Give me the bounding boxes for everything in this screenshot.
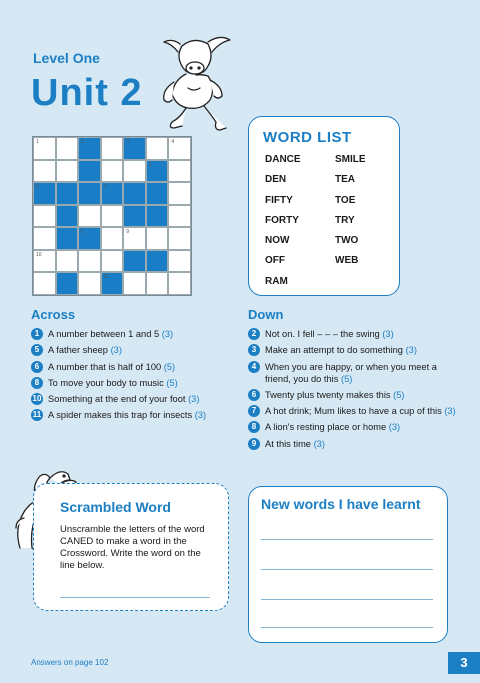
answer-length: (3)	[382, 329, 394, 339]
crossword-cell[interactable]	[101, 137, 124, 160]
crossword-cell[interactable]	[33, 137, 56, 160]
across-title: Across	[31, 307, 76, 322]
clue-item	[248, 389, 458, 401]
crossword-block	[56, 182, 79, 205]
crossword-cell[interactable]	[33, 227, 56, 250]
crossword-block	[146, 160, 169, 183]
clue-text: Twenty plus twenty makes this	[265, 389, 391, 400]
cell-number: 3	[126, 139, 130, 145]
crossword-cell[interactable]	[123, 160, 146, 183]
word-list-column-2	[335, 154, 366, 276]
word-item: SMILE	[335, 154, 366, 165]
clue-item	[31, 409, 236, 421]
crossword-cell[interactable]	[33, 250, 56, 273]
clue-item	[248, 328, 458, 340]
crossword-block	[123, 250, 146, 273]
down-section	[248, 307, 458, 454]
answer-length: (3)	[444, 406, 456, 417]
page-number: 3	[448, 652, 480, 674]
clue-item	[248, 438, 458, 450]
minotaur-illustration	[150, 30, 250, 138]
clue-text: A hot drink; Mum likes to have a cup of this	[265, 406, 442, 417]
clue-number-badge: 6	[31, 361, 43, 373]
cell-number: 4	[171, 139, 175, 145]
writing-line[interactable]	[261, 627, 433, 628]
crossword-block	[33, 182, 56, 205]
answers-reference: Answers on page 102	[31, 658, 109, 667]
answer-length: (5)	[393, 389, 405, 400]
crossword-block	[78, 182, 101, 205]
level-label: Level One	[33, 50, 100, 66]
cell-number: 7	[103, 184, 107, 191]
crossword-cell[interactable]	[123, 227, 146, 250]
cell-number: 8	[81, 229, 84, 236]
word-item: WEB	[335, 255, 359, 267]
crossword-block	[56, 205, 79, 228]
clue-item	[248, 361, 458, 385]
crossword-cell[interactable]	[168, 250, 191, 273]
down-title: Down	[248, 307, 284, 322]
cell-number: 5	[148, 161, 152, 168]
clue-item	[31, 344, 236, 356]
cell-number: 2	[81, 139, 84, 145]
crossword-cell[interactable]	[33, 205, 56, 228]
word-list-title: WORD LIST	[263, 129, 352, 146]
clue-text: Something at the end of your foot	[48, 394, 186, 405]
crossword-cell[interactable]	[33, 160, 56, 183]
crossword-cell[interactable]	[123, 272, 146, 295]
word-list-box	[248, 116, 400, 296]
word-item: DANCE	[265, 154, 301, 165]
answer-length: (3)	[110, 345, 122, 356]
answer-length: (5)	[340, 373, 353, 384]
clue-item	[248, 405, 458, 417]
cell-number: 6	[36, 184, 39, 191]
clue-text: A spider makes this trap for insects	[48, 410, 193, 421]
clue-text: A number between 1 and 5	[48, 329, 160, 339]
word-item: OFF	[265, 255, 285, 267]
word-item: TEA	[335, 174, 355, 186]
word-item: RAM	[265, 275, 288, 287]
clue-text: A lion's resting place or home	[265, 422, 387, 433]
crossword-cell[interactable]	[78, 250, 101, 273]
crossword-cell[interactable]	[78, 205, 101, 228]
crossword-cell[interactable]	[56, 250, 79, 273]
crossword-cell[interactable]	[101, 227, 124, 250]
crossword-block	[56, 272, 79, 295]
clue-number-badge: 7	[248, 405, 260, 417]
crossword-cell[interactable]	[168, 227, 191, 250]
word-list-column-1	[265, 154, 301, 296]
clue-item	[248, 344, 458, 356]
down-clue-list	[248, 328, 458, 450]
crossword-block	[56, 227, 79, 250]
answer-length: (5)	[163, 361, 176, 372]
scrambled-word-box	[33, 483, 229, 611]
crossword-cell[interactable]	[146, 272, 169, 295]
clue-item	[31, 377, 236, 389]
crossword-block	[146, 250, 169, 273]
crossword-cell[interactable]	[56, 137, 79, 160]
crossword-block	[101, 272, 124, 295]
writing-line[interactable]	[261, 599, 433, 600]
word-item: DEN	[265, 174, 287, 186]
answer-length: (3)	[194, 410, 207, 421]
clue-number-badge: 5	[31, 344, 43, 356]
clue-number-badge: 9	[248, 438, 260, 450]
crossword-cell[interactable]	[168, 160, 191, 183]
scrambled-word-title: Scrambled Word	[60, 499, 171, 515]
clue-text: A father sheep	[48, 345, 108, 356]
word-item: TOE	[335, 194, 356, 206]
word-item: FORTY	[265, 214, 299, 226]
across-clue-list	[31, 328, 236, 421]
cell-number: 9	[126, 229, 130, 236]
crossword-grid[interactable]	[32, 136, 192, 296]
clue-text: At this time	[265, 438, 311, 449]
crossword-cell[interactable]	[101, 250, 124, 273]
crossword-block	[78, 137, 101, 160]
answer-length: (3)	[405, 345, 417, 356]
crossword-cell[interactable]	[168, 205, 191, 228]
answer-line[interactable]	[60, 597, 210, 598]
writing-line[interactable]	[261, 539, 433, 540]
word-item: FIFTY	[265, 194, 293, 206]
clue-item	[248, 421, 458, 433]
cell-number: 11	[103, 274, 109, 281]
word-item: NOW	[265, 235, 290, 247]
crossword-cell[interactable]	[146, 137, 169, 160]
crossword-cell[interactable]	[101, 205, 124, 228]
clue-number-badge: 8	[31, 377, 43, 389]
word-item: TRY	[335, 214, 355, 226]
crossword-cell[interactable]	[168, 137, 191, 160]
answer-length: (3)	[313, 438, 325, 449]
clue-number-badge: 6	[248, 389, 260, 401]
crossword-block	[146, 182, 169, 205]
crossword-block	[123, 182, 146, 205]
clue-number-badge: 11	[32, 410, 42, 420]
crossword-block	[123, 137, 146, 160]
crossword-block	[123, 205, 146, 228]
answer-length: (3)	[188, 394, 200, 405]
crossword-cell[interactable]	[33, 272, 56, 295]
clue-item	[31, 361, 236, 373]
writing-line[interactable]	[261, 569, 433, 570]
across-section	[31, 307, 236, 426]
crossword-cell[interactable]	[56, 160, 79, 183]
crossword-cell[interactable]	[78, 272, 101, 295]
crossword-block	[78, 227, 101, 250]
new-words-box	[248, 486, 448, 643]
crossword-cell[interactable]	[168, 182, 191, 205]
crossword-block	[78, 160, 101, 183]
clue-text: A number that is half of 100	[48, 361, 162, 372]
unit-title: Unit 2	[31, 72, 143, 114]
clue-text: When you are happy, or when you meet a friend, you do this	[265, 361, 437, 384]
clue-item	[31, 393, 236, 405]
clue-text: To move your body to music	[48, 377, 164, 388]
scrambled-word-instructions: Unscramble the letters of the word CANED to make a word in the Crossword. Write the word on the line below.	[60, 524, 205, 571]
cell-number: 1	[36, 139, 39, 145]
answer-length: (3)	[388, 422, 401, 433]
clue-text: Not on. I fell – – – the swing	[265, 329, 380, 339]
answer-length: (3)	[161, 329, 174, 339]
crossword-block	[101, 182, 124, 205]
crossword-cell[interactable]	[101, 160, 124, 183]
clue-number-badge: 3	[248, 344, 260, 356]
clue-number-badge: 4	[248, 361, 260, 373]
crossword-block	[146, 205, 169, 228]
clue-number-badge: 10	[32, 394, 42, 404]
clue-text: Make an attempt to do something	[265, 345, 403, 356]
clue-number-badge: 8	[248, 421, 260, 433]
clue-number-badge: 1	[31, 328, 43, 340]
clue-number-badge: 2	[248, 328, 260, 340]
crossword-cell[interactable]	[168, 272, 191, 295]
answer-length: (5)	[166, 377, 178, 388]
crossword-cell[interactable]	[146, 227, 169, 250]
word-item: TWO	[335, 235, 359, 247]
cell-number: 10	[36, 251, 42, 258]
clue-item	[31, 328, 236, 340]
new-words-title: New words I have learnt	[261, 496, 421, 512]
